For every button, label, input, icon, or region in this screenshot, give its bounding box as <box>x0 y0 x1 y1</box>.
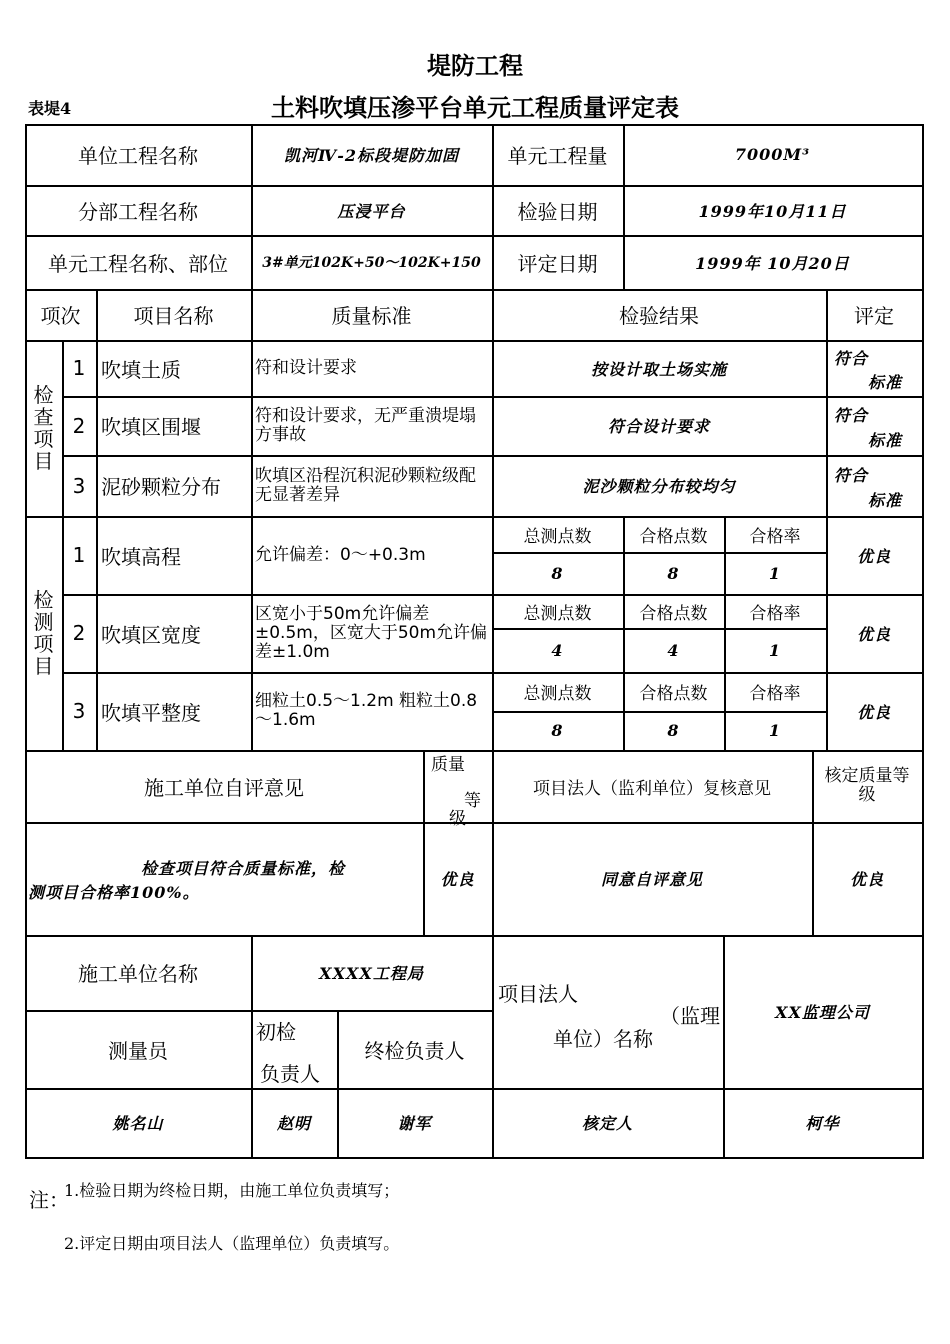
check-row-1-rating-a: 符合 <box>834 349 869 368</box>
measure-row-3-no: 3 <box>72 699 86 723</box>
initial-label-1: 初检 <box>256 1020 296 1044</box>
measure-row-2-no: 2 <box>72 621 86 645</box>
check-row-1-name: 吹填土质 <box>101 357 181 382</box>
page-title: 堤防工程 <box>427 52 523 80</box>
measure-row-2-rating: 优良 <box>856 624 891 644</box>
check-group-label: 检查项目 <box>33 383 54 473</box>
inspect-date-value: 1999年10月11日 <box>698 201 847 221</box>
inspect-date-label: 检验日期 <box>517 199 598 224</box>
measure-row-2-pass: 4 <box>667 640 680 660</box>
review-label: 项目法人（监利单位）复核意见 <box>533 778 771 799</box>
measure-row-1-total: 8 <box>551 563 564 583</box>
note-line-1: 1.检验日期为终检日期，由施工单位负责填写； <box>64 1181 400 1200</box>
element-name-value: 3#单元102K+50～102K+150 <box>262 255 481 271</box>
check-row-3-name: 泥砂颗粒分布 <box>101 475 221 499</box>
measure-row-2-rate: 1 <box>768 640 782 660</box>
element-qty-label: 单元工程量 <box>507 144 608 168</box>
measure-row-2-standard: 区宽小于50m允许偏差±0.5m，区宽大于50m允许偏差±1.0m <box>255 603 488 662</box>
contractor-value: XXXX工程局 <box>319 964 424 983</box>
measure-row-1-rate: 1 <box>768 563 782 583</box>
owner-label-3: 单位）名称 <box>553 1027 653 1051</box>
measure-group <box>25 516 62 750</box>
check-row-1-no: 1 <box>72 356 86 380</box>
measure-row-3-pass: 8 <box>667 721 680 740</box>
self-eval-label: 施工单位自评意见 <box>144 775 304 800</box>
measure-row-1-total-label: 总测点数 <box>523 526 592 547</box>
col-result: 检验结果 <box>619 304 699 328</box>
form-title: 土料吹填压渗平台单元工程质量评定表 <box>271 94 679 122</box>
measure-group-label: 检测项目 <box>33 588 54 678</box>
measure-row-2-total-label: 总测点数 <box>523 603 592 624</box>
verifier-name: 柯华 <box>805 1114 840 1133</box>
measure-row-3-rate-label: 合格率 <box>749 684 801 704</box>
final-inspector-name: 谢军 <box>397 1114 432 1133</box>
check-row-2-standard: 符和设计要求，无严重溃堤塌方事故 <box>255 405 476 445</box>
final-grade-label: 核定质量等级 <box>824 766 910 805</box>
col-seq: 项次 <box>40 304 81 328</box>
measure-row-2-rate-label: 合格率 <box>749 603 801 624</box>
element-name-label: 单元工程名称、部位 <box>48 251 228 276</box>
self-eval-text-1: 检查项目符合质量标准，检 <box>141 859 346 878</box>
check-row-2-no: 2 <box>72 413 86 438</box>
review-text: 同意自评意见 <box>600 870 703 889</box>
measure-row-1-rating: 优良 <box>856 546 891 566</box>
owner-value: XX监理公司 <box>775 1003 870 1022</box>
table-number: 表堤4 <box>28 99 72 118</box>
measure-row-3-pass-label: 合格点数 <box>639 684 708 704</box>
sub-project-value: 压浸平台 <box>337 201 406 221</box>
owner-label-1: 项目法人 <box>498 982 578 1006</box>
check-row-3-rating-b: 标准 <box>868 491 903 510</box>
initial-label-2: 负责人 <box>260 1062 320 1086</box>
element-qty-value: 7000M³ <box>734 145 811 164</box>
self-eval-text-2: 测项目合格率100%。 <box>28 883 200 902</box>
self-grade: 优良 <box>440 870 475 889</box>
measure-row-3-rate: 1 <box>768 721 782 740</box>
note-line-2: 2.评定日期由项目法人（监理单位）负责填写。 <box>64 1234 400 1253</box>
unit-project-label: 单位工程名称 <box>78 144 198 168</box>
initial-inspector-name: 赵明 <box>276 1114 311 1133</box>
contractor-label: 施工单位名称 <box>78 962 198 986</box>
grade-label-2: 等 <box>464 791 481 811</box>
check-row-2-name: 吹填区围堰 <box>101 415 201 439</box>
measure-row-3-total-label: 总测点数 <box>523 684 592 704</box>
measure-row-2-pass-label: 合格点数 <box>639 603 708 624</box>
surveyor-label: 测量员 <box>108 1038 168 1063</box>
col-name: 项目名称 <box>133 304 214 328</box>
grade-label-3: 级 <box>449 809 466 829</box>
check-row-1-result: 按设计取土场实施 <box>590 359 727 379</box>
final-inspector-label: 终检负责人 <box>364 1038 465 1063</box>
measure-row-1-rate-label: 合格率 <box>749 526 801 547</box>
col-rating: 评定 <box>854 304 894 328</box>
measure-row-2-name: 吹填区宽度 <box>101 622 201 647</box>
col-standard: 质量标准 <box>331 304 412 328</box>
measure-row-2-total: 4 <box>551 640 564 660</box>
eval-date-label: 评定日期 <box>517 251 598 276</box>
grade-label-1: 质量 <box>431 755 465 775</box>
owner-label-2: （监理 <box>660 1004 720 1028</box>
verifier-label: 核定人 <box>581 1114 633 1133</box>
measure-row-3-standard: 细粒土0.5～1.2m 粗粒土0.8～1.6m <box>255 691 478 730</box>
check-row-2-rating-a: 符合 <box>834 406 869 425</box>
check-row-2-rating-b: 标准 <box>868 431 903 450</box>
eval-date-value: 1999年 10月20日 <box>695 253 850 273</box>
measure-row-1-standard: 允许偏差：0～+0.3m <box>255 544 426 565</box>
check-group <box>25 340 62 516</box>
measure-row-1-pass-label: 合格点数 <box>639 526 708 547</box>
check-row-1-standard: 符和设计要求 <box>255 357 357 378</box>
measure-row-3-total: 8 <box>551 721 564 740</box>
surveyor-name: 姚名山 <box>112 1114 164 1133</box>
measure-row-1-no: 1 <box>72 543 86 567</box>
unit-project-value: 凯河Ⅳ-2标段堤防加固 <box>284 146 459 165</box>
check-row-2-result: 符合设计要求 <box>607 417 710 436</box>
measure-row-1-name: 吹填高程 <box>101 544 181 569</box>
measure-row-3-name: 吹填平整度 <box>101 700 201 725</box>
final-grade: 优良 <box>849 870 884 889</box>
sub-project-label: 分部工程名称 <box>78 199 198 224</box>
check-row-3-standard: 吹填区沿程沉积泥砂颗粒级配无显著差异 <box>255 465 476 505</box>
check-row-3-rating-a: 符合 <box>834 466 869 485</box>
check-row-3-result: 泥沙颗粒分布较均匀 <box>582 477 736 496</box>
notes-prefix: 注： <box>29 1188 69 1212</box>
measure-row-1-pass: 8 <box>667 563 680 583</box>
measure-row-3-rating: 优良 <box>856 702 891 722</box>
check-row-1-rating-b: 标准 <box>868 373 903 392</box>
check-row-3-no: 3 <box>72 473 86 498</box>
